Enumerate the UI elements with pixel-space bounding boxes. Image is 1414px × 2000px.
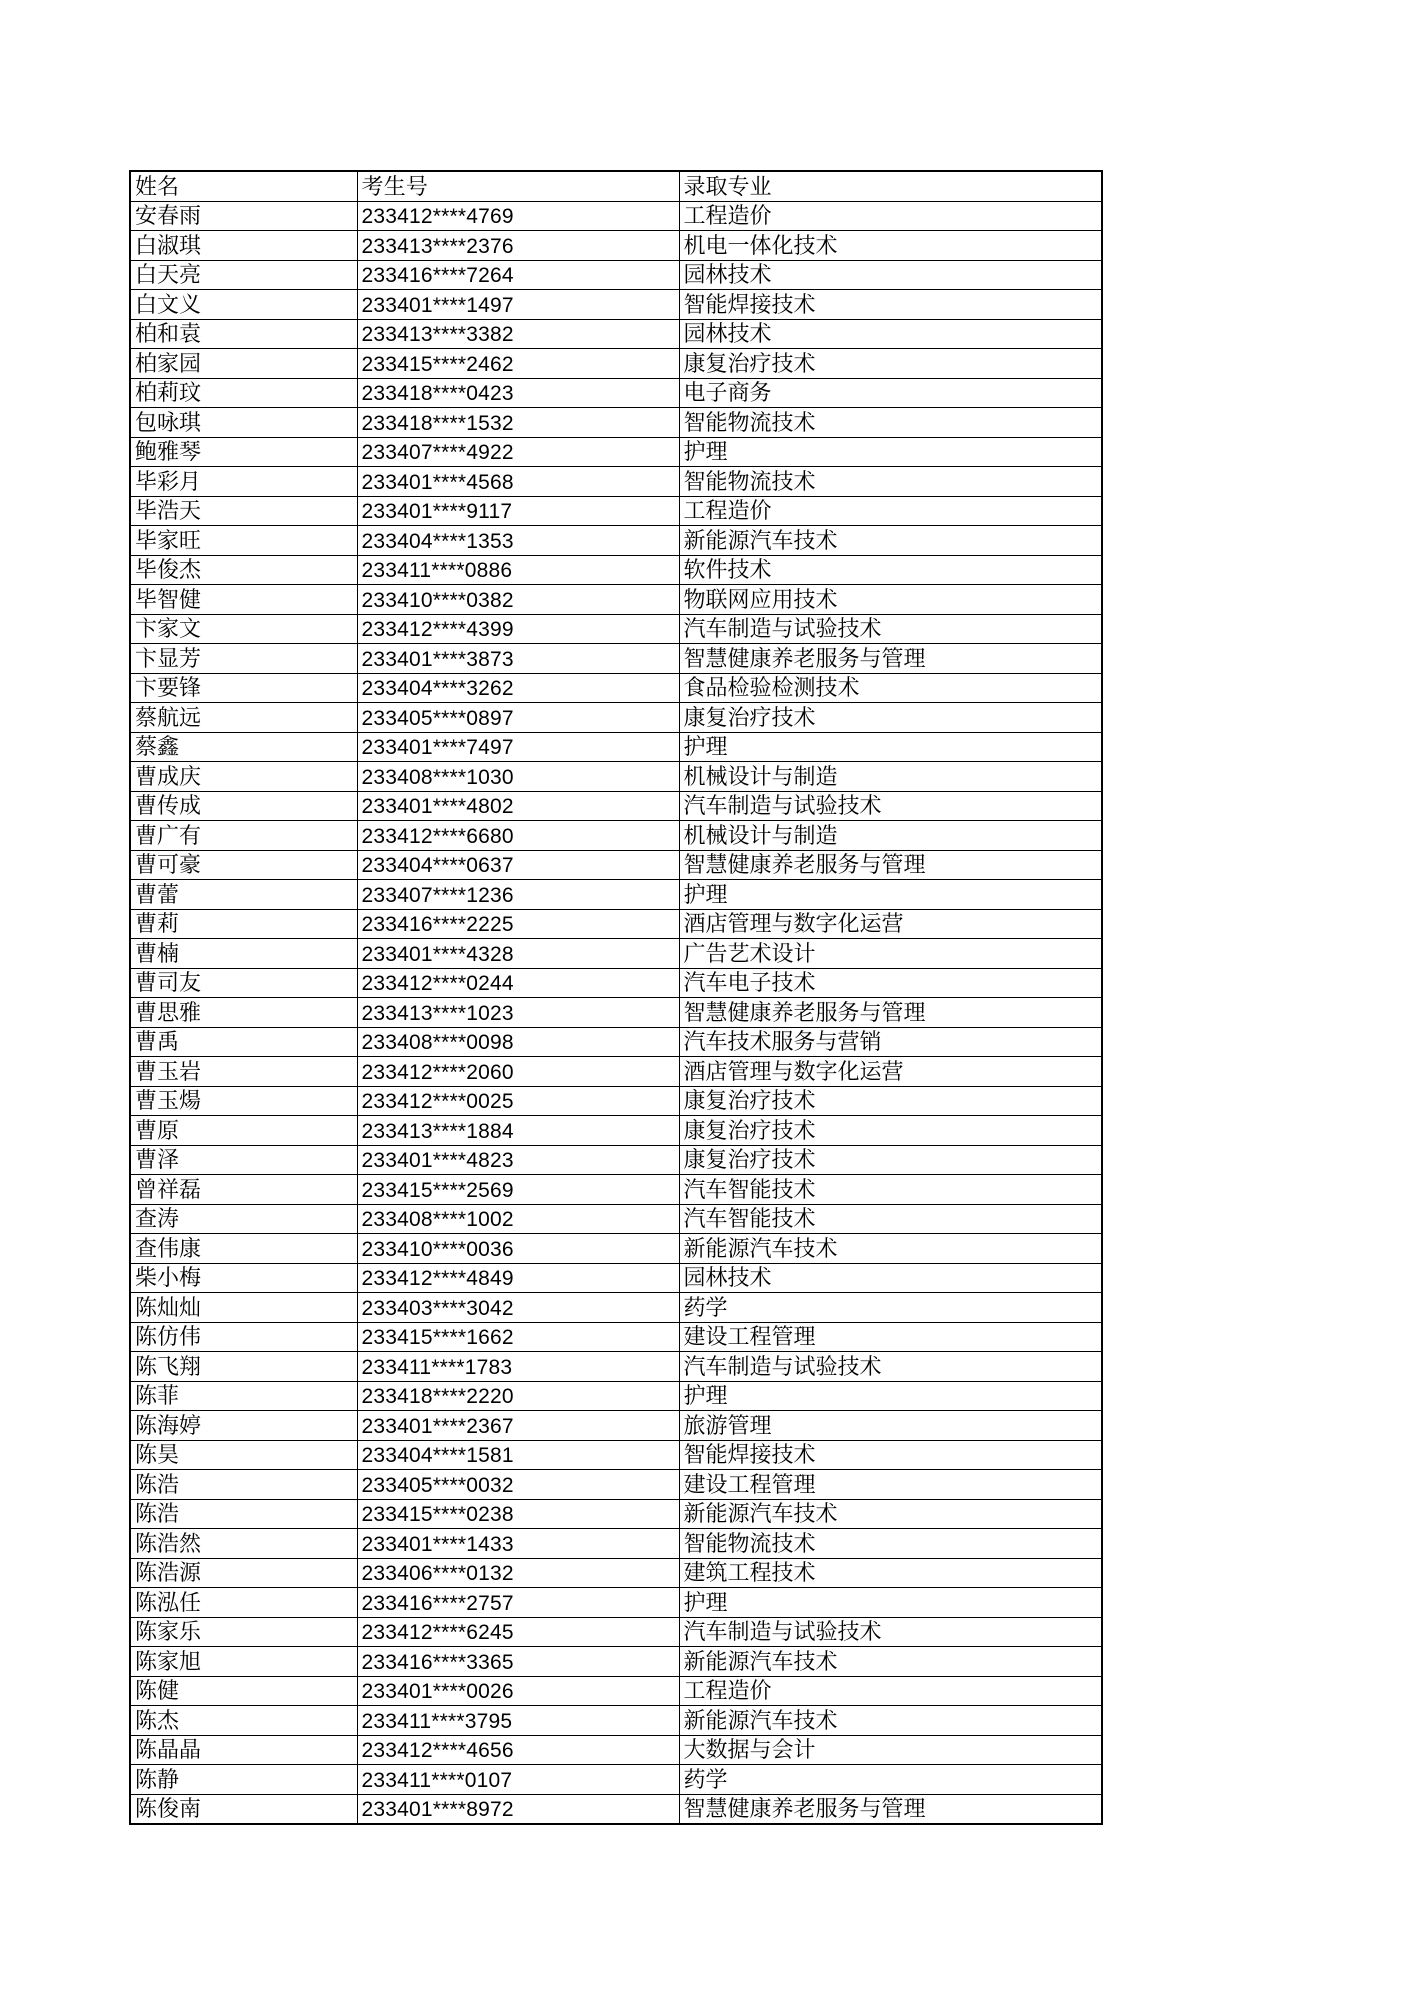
major-cell: 智慧健康养老服务与管理 (679, 998, 1102, 1028)
student-name-cell: 毕智健 (130, 585, 357, 615)
exam-id-cell: 233415****1662 (357, 1322, 679, 1352)
student-name-cell: 陈泓任 (130, 1588, 357, 1618)
student-name-cell: 陈昊 (130, 1440, 357, 1470)
major-cell: 护理 (679, 880, 1102, 910)
exam-id-cell: 233407****1236 (357, 880, 679, 910)
major-cell: 新能源汽车技术 (679, 1234, 1102, 1264)
table-row (130, 1116, 1102, 1146)
major-cell: 新能源汽车技术 (679, 1499, 1102, 1529)
major-cell: 建筑工程技术 (679, 1558, 1102, 1588)
exam-id-cell: 233416****2757 (357, 1588, 679, 1618)
exam-id-cell: 233401****9117 (357, 496, 679, 526)
major-cell: 建设工程管理 (679, 1470, 1102, 1500)
major-cell: 园林技术 (679, 1263, 1102, 1293)
table-row (130, 201, 1102, 231)
exam-id-cell: 233401****2367 (357, 1411, 679, 1441)
table-row (130, 821, 1102, 851)
major-cell: 工程造价 (679, 496, 1102, 526)
exam-id-cell: 233413****2376 (357, 231, 679, 261)
table-row (130, 555, 1102, 585)
major-cell: 汽车制造与试验技术 (679, 614, 1102, 644)
major-cell: 康复治疗技术 (679, 1116, 1102, 1146)
student-name-cell: 曹可豪 (130, 850, 357, 880)
table-row (130, 1057, 1102, 1087)
exam-id-cell: 233412****0025 (357, 1086, 679, 1116)
major-cell: 新能源汽车技术 (679, 1647, 1102, 1677)
exam-id-cell: 233401****8972 (357, 1794, 679, 1824)
table-row (130, 408, 1102, 438)
major-cell: 智能物流技术 (679, 467, 1102, 497)
exam-id-cell: 233401****7497 (357, 732, 679, 762)
table-row (130, 644, 1102, 674)
exam-id-cell: 233406****0132 (357, 1558, 679, 1588)
exam-id-cell: 233412****4849 (357, 1263, 679, 1293)
table-row (130, 1352, 1102, 1382)
exam-id-cell: 233418****1532 (357, 408, 679, 438)
exam-id-cell: 233404****1353 (357, 526, 679, 556)
exam-id-cell: 233418****0423 (357, 378, 679, 408)
student-name-cell: 陈家旭 (130, 1647, 357, 1677)
exam-id-cell: 233415****2462 (357, 349, 679, 379)
major-cell: 机电一体化技术 (679, 231, 1102, 261)
exam-id-cell: 233401****4328 (357, 939, 679, 969)
table-row (130, 1440, 1102, 1470)
table-row (130, 939, 1102, 969)
exam-id-cell: 233407****4922 (357, 437, 679, 467)
student-name-cell: 曹思雅 (130, 998, 357, 1028)
table-row (130, 526, 1102, 556)
table-row (130, 673, 1102, 703)
major-cell: 康复治疗技术 (679, 1086, 1102, 1116)
table-row (130, 1145, 1102, 1175)
student-name-cell: 卞要锋 (130, 673, 357, 703)
major-cell: 新能源汽车技术 (679, 1706, 1102, 1736)
student-name-cell: 曹玉岩 (130, 1057, 357, 1087)
table-row (130, 1027, 1102, 1057)
table-row (130, 1411, 1102, 1441)
student-name-cell: 曹司友 (130, 968, 357, 998)
student-name-cell: 卞显芳 (130, 644, 357, 674)
header-major: 录取专业 (679, 171, 1102, 201)
major-cell: 旅游管理 (679, 1411, 1102, 1441)
student-name-cell: 安春雨 (130, 201, 357, 231)
table-row (130, 880, 1102, 910)
table-row (130, 1529, 1102, 1559)
table-row (130, 1735, 1102, 1765)
major-cell: 护理 (679, 732, 1102, 762)
student-name-cell: 陈仿伟 (130, 1322, 357, 1352)
major-cell: 智能焊接技术 (679, 1440, 1102, 1470)
exam-id-cell: 233411****0107 (357, 1765, 679, 1795)
exam-id-cell: 233413****3382 (357, 319, 679, 349)
major-cell: 护理 (679, 1588, 1102, 1618)
major-cell: 智能焊接技术 (679, 290, 1102, 320)
student-name-cell: 陈杰 (130, 1706, 357, 1736)
major-cell: 机械设计与制造 (679, 762, 1102, 792)
major-cell: 康复治疗技术 (679, 1145, 1102, 1175)
student-name-cell: 陈健 (130, 1676, 357, 1706)
table-row (130, 349, 1102, 379)
exam-id-cell: 233404****3262 (357, 673, 679, 703)
table-row (130, 585, 1102, 615)
major-cell: 园林技术 (679, 260, 1102, 290)
table-row (130, 762, 1102, 792)
table-row (130, 231, 1102, 261)
exam-id-cell: 233412****4656 (357, 1735, 679, 1765)
exam-id-cell: 233412****0244 (357, 968, 679, 998)
table-row (130, 467, 1102, 497)
table-row (130, 1499, 1102, 1529)
student-name-cell: 毕俊杰 (130, 555, 357, 585)
student-name-cell: 查涛 (130, 1204, 357, 1234)
student-name-cell: 曹成庆 (130, 762, 357, 792)
table-row (130, 1647, 1102, 1677)
major-cell: 汽车智能技术 (679, 1204, 1102, 1234)
exam-id-cell: 233408****0098 (357, 1027, 679, 1057)
table-row (130, 319, 1102, 349)
exam-id-cell: 233401****4823 (357, 1145, 679, 1175)
table-row (130, 1086, 1102, 1116)
student-name-cell: 陈浩 (130, 1499, 357, 1529)
exam-id-cell: 233401****1433 (357, 1529, 679, 1559)
exam-id-cell: 233411****3795 (357, 1706, 679, 1736)
admission-table-body (130, 171, 1102, 1824)
major-cell: 工程造价 (679, 1676, 1102, 1706)
major-cell: 酒店管理与数字化运营 (679, 909, 1102, 939)
table-row (130, 1470, 1102, 1500)
major-cell: 智能物流技术 (679, 408, 1102, 438)
student-name-cell: 曹广有 (130, 821, 357, 851)
student-name-cell: 曹玉煬 (130, 1086, 357, 1116)
table-row (130, 1794, 1102, 1824)
student-name-cell: 蔡航远 (130, 703, 357, 733)
exam-id-cell: 233401****4568 (357, 467, 679, 497)
student-name-cell: 柏莉玟 (130, 378, 357, 408)
table-row (130, 703, 1102, 733)
student-name-cell: 陈家乐 (130, 1617, 357, 1647)
student-name-cell: 鲍雅琴 (130, 437, 357, 467)
table-row (130, 1706, 1102, 1736)
table-row (130, 1558, 1102, 1588)
table-row (130, 791, 1102, 821)
exam-id-cell: 233415****2569 (357, 1175, 679, 1205)
exam-id-cell: 233410****0036 (357, 1234, 679, 1264)
major-cell: 汽车制造与试验技术 (679, 1352, 1102, 1382)
table-row (130, 732, 1102, 762)
table-row (130, 1204, 1102, 1234)
student-name-cell: 曹楠 (130, 939, 357, 969)
table-row (130, 1381, 1102, 1411)
student-name-cell: 包咏琪 (130, 408, 357, 438)
student-name-cell: 柏家园 (130, 349, 357, 379)
major-cell: 护理 (679, 1381, 1102, 1411)
major-cell: 智能物流技术 (679, 1529, 1102, 1559)
major-cell: 大数据与会计 (679, 1735, 1102, 1765)
table-header-row (130, 171, 1102, 201)
student-name-cell: 陈海婷 (130, 1411, 357, 1441)
major-cell: 软件技术 (679, 555, 1102, 585)
student-name-cell: 白文义 (130, 290, 357, 320)
student-name-cell: 曹禹 (130, 1027, 357, 1057)
major-cell: 电子商务 (679, 378, 1102, 408)
major-cell: 广告艺术设计 (679, 939, 1102, 969)
major-cell: 护理 (679, 437, 1102, 467)
student-name-cell: 白天亮 (130, 260, 357, 290)
student-name-cell: 陈灿灿 (130, 1293, 357, 1323)
table-row (130, 290, 1102, 320)
student-name-cell: 曹蕾 (130, 880, 357, 910)
major-cell: 智慧健康养老服务与管理 (679, 644, 1102, 674)
table-row (130, 378, 1102, 408)
student-name-cell: 毕家旺 (130, 526, 357, 556)
table-row (130, 1175, 1102, 1205)
table-row (130, 850, 1102, 880)
exam-id-cell: 233408****1030 (357, 762, 679, 792)
exam-id-cell: 233401****3873 (357, 644, 679, 674)
exam-id-cell: 233412****6245 (357, 1617, 679, 1647)
student-name-cell: 白淑琪 (130, 231, 357, 261)
exam-id-cell: 233416****3365 (357, 1647, 679, 1677)
exam-id-cell: 233411****1783 (357, 1352, 679, 1382)
exam-id-cell: 233412****4399 (357, 614, 679, 644)
header-exam-id: 考生号 (357, 171, 679, 201)
major-cell: 康复治疗技术 (679, 349, 1102, 379)
table-row (130, 1617, 1102, 1647)
table-row (130, 1322, 1102, 1352)
student-name-cell: 陈浩源 (130, 1558, 357, 1588)
student-name-cell: 毕浩天 (130, 496, 357, 526)
student-name-cell: 毕彩月 (130, 467, 357, 497)
major-cell: 物联网应用技术 (679, 585, 1102, 615)
student-name-cell: 蔡鑫 (130, 732, 357, 762)
table-row (130, 1263, 1102, 1293)
admission-table (129, 170, 1103, 1825)
major-cell: 药学 (679, 1293, 1102, 1323)
student-name-cell: 陈浩 (130, 1470, 357, 1500)
major-cell: 酒店管理与数字化运营 (679, 1057, 1102, 1087)
student-name-cell: 陈菲 (130, 1381, 357, 1411)
exam-id-cell: 233411****0886 (357, 555, 679, 585)
exam-id-cell: 233412****6680 (357, 821, 679, 851)
student-name-cell: 曹原 (130, 1116, 357, 1146)
table-row (130, 437, 1102, 467)
table-row (130, 1293, 1102, 1323)
table-row (130, 1234, 1102, 1264)
exam-id-cell: 233404****0637 (357, 850, 679, 880)
major-cell: 新能源汽车技术 (679, 526, 1102, 556)
table-row (130, 1588, 1102, 1618)
exam-id-cell: 233401****4802 (357, 791, 679, 821)
table-row (130, 496, 1102, 526)
student-name-cell: 曹泽 (130, 1145, 357, 1175)
student-name-cell: 陈飞翔 (130, 1352, 357, 1382)
student-name-cell: 陈浩然 (130, 1529, 357, 1559)
student-name-cell: 曹传成 (130, 791, 357, 821)
major-cell: 工程造价 (679, 201, 1102, 231)
student-name-cell: 柏和袁 (130, 319, 357, 349)
exam-id-cell: 233405****0032 (357, 1470, 679, 1500)
table-row (130, 968, 1102, 998)
major-cell: 汽车电子技术 (679, 968, 1102, 998)
exam-id-cell: 233410****0382 (357, 585, 679, 615)
student-name-cell: 曾祥磊 (130, 1175, 357, 1205)
student-name-cell: 曹莉 (130, 909, 357, 939)
exam-id-cell: 233405****0897 (357, 703, 679, 733)
student-name-cell: 卞家文 (130, 614, 357, 644)
major-cell: 汽车制造与试验技术 (679, 791, 1102, 821)
exam-id-cell: 233401****1497 (357, 290, 679, 320)
exam-id-cell: 233401****0026 (357, 1676, 679, 1706)
major-cell: 园林技术 (679, 319, 1102, 349)
header-name: 姓名 (130, 171, 357, 201)
exam-id-cell: 233408****1002 (357, 1204, 679, 1234)
major-cell: 汽车制造与试验技术 (679, 1617, 1102, 1647)
major-cell: 汽车智能技术 (679, 1175, 1102, 1205)
table-row (130, 260, 1102, 290)
student-name-cell: 陈静 (130, 1765, 357, 1795)
major-cell: 机械设计与制造 (679, 821, 1102, 851)
exam-id-cell: 233416****2225 (357, 909, 679, 939)
major-cell: 智慧健康养老服务与管理 (679, 1794, 1102, 1824)
major-cell: 药学 (679, 1765, 1102, 1795)
student-name-cell: 陈俊南 (130, 1794, 357, 1824)
table-row (130, 998, 1102, 1028)
exam-id-cell: 233413****1023 (357, 998, 679, 1028)
exam-id-cell: 233412****2060 (357, 1057, 679, 1087)
exam-id-cell: 233418****2220 (357, 1381, 679, 1411)
major-cell: 建设工程管理 (679, 1322, 1102, 1352)
table-row (130, 614, 1102, 644)
exam-id-cell: 233404****1581 (357, 1440, 679, 1470)
table-row (130, 1765, 1102, 1795)
exam-id-cell: 233413****1884 (357, 1116, 679, 1146)
major-cell: 汽车技术服务与营销 (679, 1027, 1102, 1057)
exam-id-cell: 233403****3042 (357, 1293, 679, 1323)
student-name-cell: 柴小梅 (130, 1263, 357, 1293)
major-cell: 食品检验检测技术 (679, 673, 1102, 703)
table-row (130, 909, 1102, 939)
major-cell: 智慧健康养老服务与管理 (679, 850, 1102, 880)
student-name-cell: 查伟康 (130, 1234, 357, 1264)
exam-id-cell: 233412****4769 (357, 201, 679, 231)
exam-id-cell: 233416****7264 (357, 260, 679, 290)
table-row (130, 1676, 1102, 1706)
exam-id-cell: 233415****0238 (357, 1499, 679, 1529)
major-cell: 康复治疗技术 (679, 703, 1102, 733)
student-name-cell: 陈晶晶 (130, 1735, 357, 1765)
